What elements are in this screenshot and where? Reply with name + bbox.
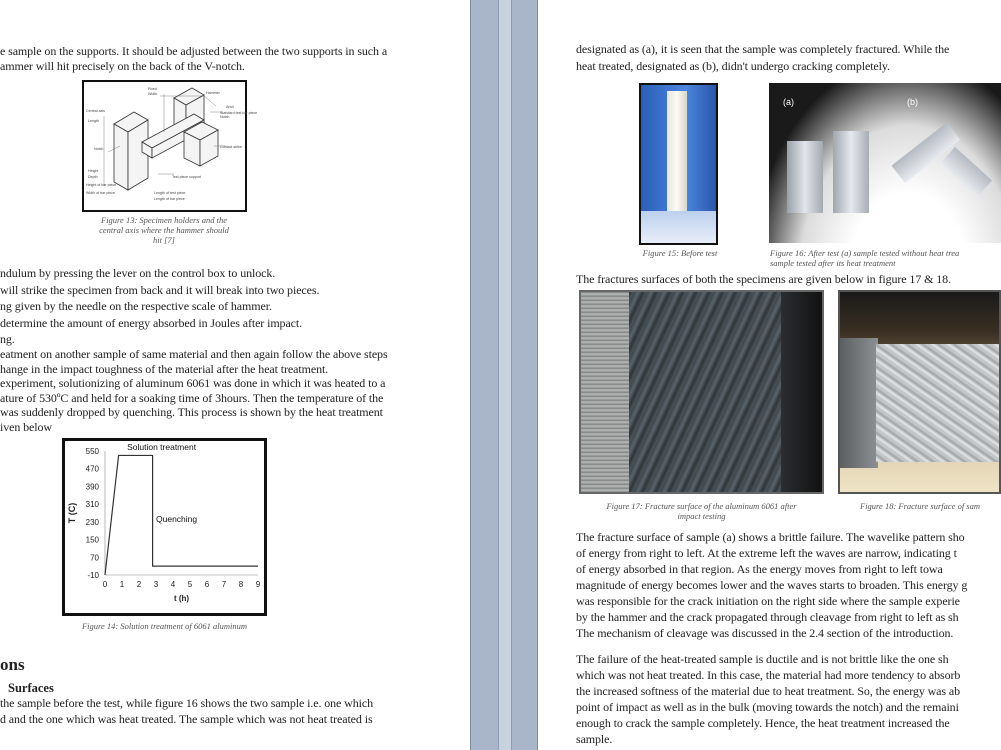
caption-line: Figure 16: After test (a) sample tested without heat trea: [770, 248, 960, 258]
text-line: ndulum by pressing the lever on the control box to unlock.: [0, 266, 276, 280]
figure-14: [62, 438, 267, 616]
x-axis-label: t (h): [173, 594, 190, 603]
label-notch-right: Notch: [220, 115, 230, 119]
text-line: experiment, solutionizing of aluminum 6061 was done in which it was heated to a: [0, 376, 386, 390]
label-height-of-bar: Height of bar piece: [86, 183, 117, 187]
caption-line: impact testing: [677, 511, 726, 521]
text-line: will strike the specimen from back and it will break into two pieces.: [0, 283, 320, 297]
text-line: the sample before the test, while figure 16 shows the two sample i.e. one which: [0, 696, 374, 710]
label-test-piece-support: Test piece support: [172, 175, 202, 179]
text-line: The mechanism of cleavage was discussed in the 2.4 section of the introduction.: [576, 626, 954, 640]
text-line: which was not heat treated. In this case, the material had more tendency to absorb: [576, 668, 961, 682]
label-length-of-piece: Length of test piece: [154, 191, 186, 195]
caption-line: central axis where the hammer should: [99, 225, 229, 235]
before-test-photo: [641, 85, 716, 243]
x-tick-label: 3: [153, 580, 159, 589]
text-line: designated as (a), it is seen that the sample was completely fractured. While the: [576, 42, 950, 56]
figure-13: [82, 80, 258, 212]
right-edge: [781, 292, 822, 492]
y-tick-label: 390: [85, 482, 99, 492]
x-tick-label: 1: [119, 580, 125, 589]
label-central-axis: Central axis: [86, 109, 105, 113]
text-line: magnitude of energy becomes lower and the waves starts to broaden. This energy g: [576, 578, 968, 592]
text-line: heat treated, designated as (b), didn't undergo cracking completely.: [576, 59, 890, 73]
annotation-quenching: Quenching: [156, 513, 198, 524]
text-line: was responsible for the crack initiation on the right side where the sample experie: [576, 594, 960, 608]
fractured-piece-right: [833, 131, 869, 213]
figure-16: [769, 83, 1001, 243]
fracture-surface-a-photo: [581, 292, 822, 492]
specimen-bar: [667, 91, 687, 217]
figure-14-caption: Figure 14: Solution treatment of 6061 aluminum: [81, 621, 248, 631]
figure-15-caption: Figure 15: Before test: [642, 248, 718, 258]
x-tick-label: 4: [170, 580, 176, 589]
text-line: sample.: [576, 732, 613, 746]
label-a: (a): [783, 97, 794, 107]
fractured-piece-left: [787, 141, 823, 213]
text-line: ng given by the needle on the respective scale of hammer.: [0, 299, 272, 313]
y-tick-label: 550: [85, 447, 99, 456]
text-line: hange in the impact toughness of the material after the heat treatment.: [0, 362, 329, 376]
y-axis-label: T (C): [67, 502, 77, 524]
text-line: of energy from right to left. At the extreme left the waves are narrow, indicating t: [576, 546, 957, 560]
label-length: Length: [88, 119, 99, 123]
x-tick-label: 6: [204, 580, 210, 589]
label-height: Height: [88, 169, 99, 173]
annotation-solution-treatment: Solution treatment: [127, 442, 197, 452]
text-line: ature of 530ºC and held for a soaking time of 3hours. Then the temperature of the: [0, 391, 384, 405]
label-depth: Depth: [88, 175, 98, 179]
label-standard-bar: Standard test bar piece: [220, 111, 258, 115]
text-line: by the hammer and the crack propagated through cleavage from right to left as sh: [576, 610, 959, 624]
text-line: iven below: [0, 420, 52, 434]
figure-13-caption: [84, 215, 244, 245]
text-line: ammer will hit precisely on the back of the V-notch.: [0, 59, 245, 73]
left-edge: [581, 292, 629, 492]
y-tick-label: 470: [85, 464, 99, 474]
label-b: (b): [907, 97, 918, 107]
text-line: was suddenly dropped by quenching. This process is shown by the heat treatment: [0, 405, 383, 419]
label-fixed: Fixed: [148, 87, 157, 91]
specimen-holder-diagram: [84, 82, 258, 210]
x-tick-label: 0: [102, 580, 108, 589]
text-line: point of impact as well as in the bulk (moving towards the notch) and the remaini: [576, 700, 959, 714]
x-tick-label: 5: [187, 580, 193, 589]
x-tick-label: 8: [238, 580, 244, 589]
label-length-of-bar: Length of bar piece: [154, 197, 185, 201]
text-line: eatment on another sample of same material and then again follow the above steps: [0, 347, 388, 361]
vertical-scrollbar[interactable]: [498, 0, 512, 750]
y-tick-label: 230: [85, 517, 99, 527]
text-line: d and the one which was heat treated. The sample which was not heat treated is: [0, 712, 373, 726]
figure-18-caption: Figure 18: Fracture surface of sam: [860, 501, 981, 511]
figure-16-caption: [770, 248, 1001, 268]
text-line: The failure of the heat-treated sample is ductile and is not brittle like the one sh: [576, 652, 949, 666]
dark-side: [840, 338, 878, 468]
heat-treatment-chart: [65, 441, 264, 613]
left-page: [0, 0, 471, 750]
label-contact-strike: Contact strike: [220, 145, 242, 149]
y-tick-label: 150: [85, 535, 99, 545]
caption-line: sample tested after its heat treatment: [770, 258, 896, 268]
text-line: determine the amount of energy absorbed in Joules after impact.: [0, 316, 303, 330]
y-tick-label: 310: [85, 500, 99, 510]
fracture-face: [876, 344, 999, 462]
subsection-heading: Surfaces: [8, 681, 54, 695]
label-notch: Notch: [94, 147, 104, 151]
text-line: e sample on the supports. It should be adjusted between the two supports in such a: [0, 44, 388, 58]
y-tick-label: -10: [87, 571, 99, 580]
caption-line: hit [7]: [153, 235, 175, 245]
y-tick-label: 70: [90, 553, 99, 563]
label-anvil: Anvil: [226, 105, 234, 109]
figure-15: [639, 83, 718, 245]
text-line: The fracture surface of sample (a) shows a brittle failure. The wavelike pattern sho: [576, 530, 965, 544]
text-line: of energy absorbed in that region. As the energy moves from right to left towa: [576, 562, 943, 576]
figure-17: [579, 290, 824, 494]
caption-line: Figure 17: Fracture surface of the aluminum 6061 after: [606, 501, 797, 511]
text-line: ng.: [0, 332, 15, 346]
x-tick-label: 2: [136, 580, 142, 589]
caption-line: Figure 13: Specimen holders and the: [101, 215, 227, 225]
label-hammer: Hammer: [206, 91, 220, 95]
section-heading: ons: [0, 655, 25, 674]
figure-17-caption: [579, 501, 824, 521]
right-page: [537, 0, 1001, 750]
text-line: enough to crack the sample completely. Hence, the heat treatment increased the: [576, 716, 950, 730]
label-width-of-bar: Width of bar piece: [86, 191, 115, 195]
x-tick-label: 7: [221, 580, 227, 589]
x-tick-label: 9: [255, 580, 261, 589]
fracture-surface-b-photo: [840, 292, 999, 492]
text-line: the increased softness of the material due to heat treatment. So, the energy was ab: [576, 684, 961, 698]
figure-18: [838, 290, 1001, 494]
base: [641, 211, 716, 243]
label-width: Width: [148, 92, 158, 96]
text-line: The fractures surfaces of both the specimens are given below in figure 17 & 18.: [576, 272, 951, 286]
